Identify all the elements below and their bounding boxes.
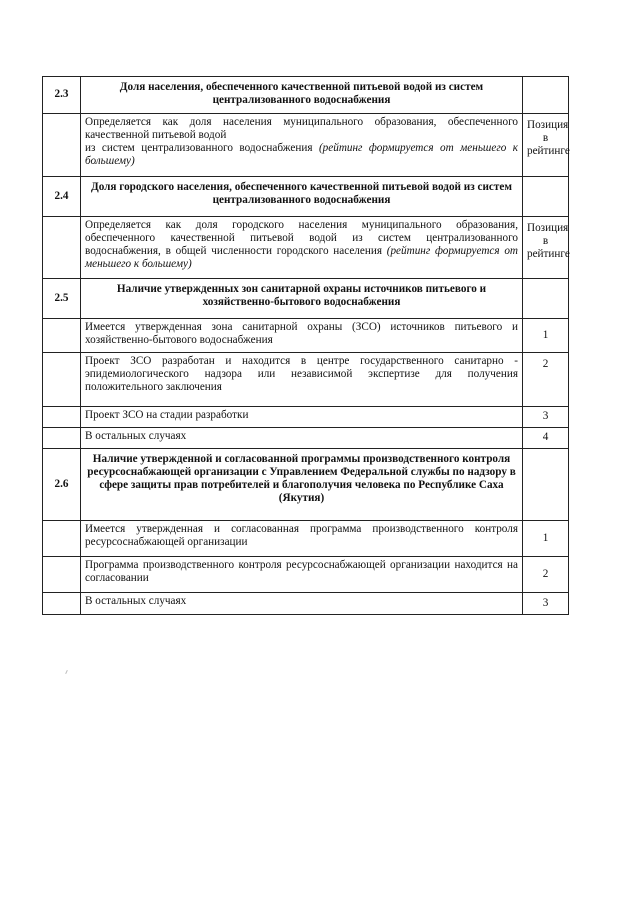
criterion-number: 2.4 [43, 177, 81, 217]
criterion-number: 2.3 [43, 77, 81, 114]
empty-number-cell [43, 114, 81, 177]
option-score: 2 [523, 353, 569, 407]
description-line: из систем централизованного водоснабжения [85, 142, 313, 154]
score-line: Позиция [527, 222, 569, 234]
criterion-2-3-header-row [43, 77, 569, 114]
option-score: 1 [523, 521, 569, 557]
empty-number-cell [43, 407, 81, 428]
score-line: рейтинге [527, 248, 570, 260]
option-text: Проект ЗСО на стадии разработки [81, 407, 523, 428]
option-text: В остальных случаях [81, 428, 523, 449]
description-text: Определяется как доля городского населения муниципального образования, обеспеченного качественной питьевой водой из систем централизованного водоснабжения, в общей численности городского населения [85, 219, 518, 257]
empty-score-cell [523, 449, 569, 521]
criterion-option-row [43, 593, 569, 615]
empty-score-cell [523, 177, 569, 217]
score-line: в [542, 132, 549, 144]
criterion-description [81, 114, 523, 177]
criterion-2-4-desc-row [43, 217, 569, 279]
criterion-option-row [43, 407, 569, 428]
criterion-number: 2.6 [43, 449, 81, 521]
criterion-option-row [43, 521, 569, 557]
criterion-number: 2.5 [43, 279, 81, 319]
criterion-title: Наличие утвержденной и согласованной программы производственного контроля ресурсоснабжающей организации с Управлением Федеральной службы по надзору в сфере защиты прав потребителей и благополучия человека по Республике Саха (Якутия) [81, 449, 523, 521]
option-text: Проект ЗСО разработан и находится в центре государственного санитарно - эпидемиологического надзора или независимой экспертизе для получения положительного заключения [81, 353, 523, 407]
criterion-2-4-header-row [43, 177, 569, 217]
criterion-option-row [43, 353, 569, 407]
empty-number-cell [43, 593, 81, 615]
score-line: в [542, 235, 549, 247]
option-text: В остальных случаях [81, 593, 523, 615]
empty-number-cell [43, 428, 81, 449]
option-text: Имеется утвержденная зона санитарной охраны (ЗСО) источников питьевого и хозяйственно-бытового водоснабжения [81, 319, 523, 353]
criterion-title: Доля городского населения, обеспеченного качественной питьевой водой из систем централизованного водоснабжения [81, 177, 523, 217]
criterion-2-3-desc-row [43, 114, 569, 177]
empty-score-cell [523, 279, 569, 319]
criterion-title: Наличие утвержденных зон санитарной охраны источников питьевого и хозяйственно-бытового водоснабжения [81, 279, 523, 319]
empty-number-cell [43, 521, 81, 557]
rating-note: (рейтинг формируется от меньшего к большему) [85, 245, 518, 270]
criterion-2-5-header-row [43, 279, 569, 319]
empty-score-cell [523, 77, 569, 114]
option-text: Имеется утвержденная и согласованная программа производственного контроля ресурсоснабжающей организации [81, 521, 523, 557]
rating-note: (рейтинг формируется от меньшего к большему) [85, 142, 519, 167]
option-score: 2 [523, 557, 569, 593]
score-cell [523, 114, 569, 177]
empty-number-cell [43, 557, 81, 593]
description-line: Определяется как доля населения муниципального образования, обеспеченного качественной питьевой водой [85, 116, 518, 141]
option-score: 3 [523, 407, 569, 428]
empty-number-cell [43, 353, 81, 407]
option-score: 3 [523, 593, 569, 615]
empty-number-cell [43, 319, 81, 353]
criterion-option-row [43, 319, 569, 353]
score-line: Позиция [527, 119, 569, 131]
criterion-description [81, 217, 523, 279]
option-score: 1 [523, 319, 569, 353]
option-text: Программа производственного контроля ресурсоснабжающей организации находится на согласовании [81, 557, 523, 593]
criteria-table [42, 76, 569, 615]
score-line: рейтинге [527, 145, 570, 157]
option-score: 4 [523, 428, 569, 449]
empty-number-cell [43, 217, 81, 279]
criterion-title: Доля населения, обеспеченного качественной питьевой водой из систем централизованного водоснабжения [81, 77, 523, 114]
criterion-option-row [43, 428, 569, 449]
score-cell [523, 217, 569, 279]
criterion-option-row [43, 557, 569, 593]
criterion-2-6-header-row [43, 449, 569, 521]
scan-mark [65, 670, 68, 674]
